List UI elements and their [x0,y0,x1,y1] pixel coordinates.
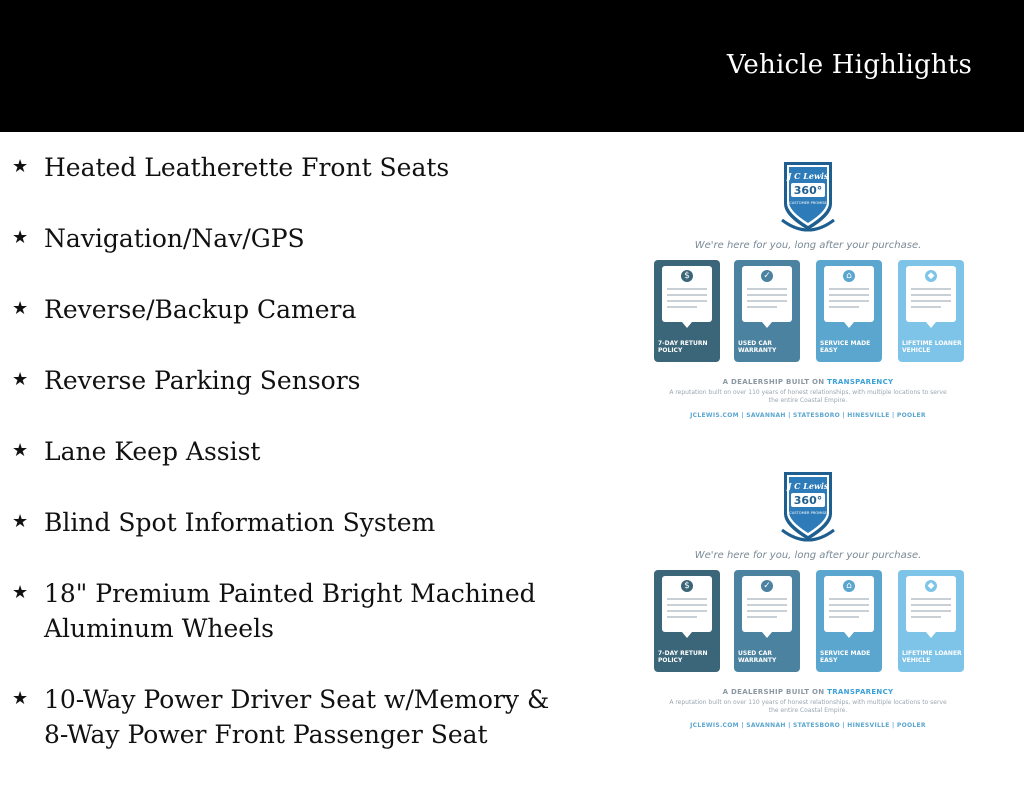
tagline: We're here for you, long after your purchase. [694,240,922,251]
card-used-car-warranty [734,260,800,362]
highlight-item [12,682,572,752]
highlight-text: Blind Spot Information System [44,508,436,537]
card-service-made-easy [816,260,882,362]
highlight-item [12,434,572,469]
card-7-day-return [654,260,720,362]
card-label: SERVICE MADE EASY [820,650,871,664]
transparency-heading [648,688,968,696]
highlight-item [12,576,572,646]
card-label: SERVICE MADE EASY [820,340,871,354]
house-service-icon: ⌂ [843,270,855,282]
promise-cards [654,570,964,680]
card-lifetime-loaner [898,260,964,362]
transparency-accent: TRANSPARENCY [827,378,894,386]
transparency-prefix: A DEALERSHIP BUILT ON [722,378,825,386]
transparency-heading [648,378,968,386]
highlights-list [12,150,572,788]
dollar-return-icon: $ [681,270,693,282]
star-icon: ★ [12,298,29,319]
highlight-item [12,505,572,540]
star-icon: ★ [12,156,29,177]
car-icon: ◆ [925,580,937,592]
promise-graphic [648,470,968,740]
star-icon: ★ [12,511,29,532]
highlight-text: 18" Premium Painted Bright Machined Aluminum Wheels [44,579,536,643]
card-label: 7-DAY RETURN POLICY [658,650,708,664]
shield-check-icon: ✓ [761,270,773,282]
star-icon: ★ [12,688,29,709]
highlight-text: Navigation/Nav/GPS [44,224,305,253]
promise-graphic [648,160,968,430]
header-bar [0,0,1024,132]
card-lifetime-loaner [898,570,964,672]
card-label: LIFETIME LOANER VEHICLE [902,340,962,354]
highlight-item [12,221,572,256]
brand-logo-text: J C Lewis [787,481,829,491]
locations-text: JCLEWIS.COM | SAVANNAH | STATESBORO | HINESVILLE | POOLER [690,412,926,419]
brand-logo-text: J C Lewis [787,171,829,181]
highlight-item [12,150,572,185]
highlight-text: Lane Keep Assist [44,437,261,466]
badge-sub-text: CUSTOMER PROMISE [789,511,827,515]
highlight-item [12,363,572,398]
star-icon: ★ [12,440,29,461]
card-label: LIFETIME LOANER VEHICLE [902,650,962,664]
star-icon: ★ [12,369,29,390]
jc-lewis-360-shield-logo [778,470,838,544]
card-label: USED CAR WARRANTY [738,650,777,664]
transparency-accent: TRANSPARENCY [827,688,894,696]
card-service-made-easy [816,570,882,672]
card-used-car-warranty [734,570,800,672]
promise-cards [654,260,964,370]
badge-360-text: 360° [793,184,823,197]
badge-360-text: 360° [793,494,823,507]
highlight-text: 10-Way Power Driver Seat w/Memory & 8-Way Power Front Passenger Seat [44,685,550,749]
highlight-text: Reverse/Backup Camera [44,295,357,324]
star-icon: ★ [12,582,29,603]
dollar-return-icon: $ [681,580,693,592]
badge-sub-text: CUSTOMER PROMISE [789,201,827,205]
tagline: We're here for you, long after your purchase. [694,550,922,561]
shield-check-icon: ✓ [761,580,773,592]
locations-text: JCLEWIS.COM | SAVANNAH | STATESBORO | HINESVILLE | POOLER [690,722,926,729]
highlight-text: Heated Leatherette Front Seats [44,153,450,182]
jc-lewis-360-shield-logo [778,160,838,234]
card-7-day-return [654,570,720,672]
card-label: USED CAR WARRANTY [738,340,777,354]
card-label: 7-DAY RETURN POLICY [658,340,708,354]
transparency-prefix: A DEALERSHIP BUILT ON [722,688,825,696]
highlight-item [12,292,572,327]
star-icon: ★ [12,227,29,248]
page-title: Vehicle Highlights [726,50,972,80]
house-service-icon: ⌂ [843,580,855,592]
car-icon: ◆ [925,270,937,282]
reputation-text: A reputation built on over 110 years of honest relationships, with multiple locations to serve the entire Coastal Empire. [669,389,947,404]
highlight-text: Reverse Parking Sensors [44,366,361,395]
reputation-text: A reputation built on over 110 years of honest relationships, with multiple locations to serve the entire Coastal Empire. [669,699,947,714]
